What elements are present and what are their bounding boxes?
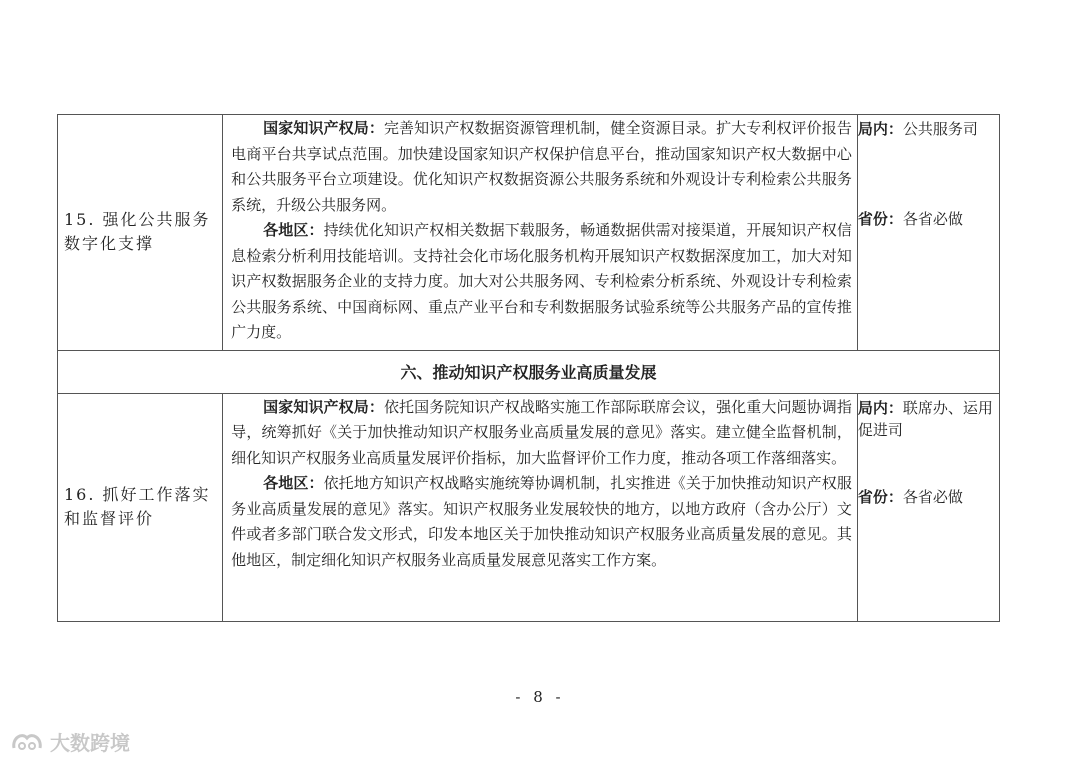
responsibility-item xyxy=(858,397,997,441)
paragraph xyxy=(231,395,852,472)
paragraph xyxy=(231,116,852,218)
paragraph-text: 完善知识产权数据资源管理机制，健全资源目录。扩大专利权评价报告电商平台共享试点范围。加快建设国家知识产权保护信息平台，推动国家知识产权大数据中心和公共服务平台立项建设。优化知识产权数据资源公共服务系统和外观设计专利检索公共服务系统，升级公共服务网。 xyxy=(231,119,852,214)
responsibility-cell xyxy=(857,393,999,621)
task-description xyxy=(223,115,858,351)
table-row xyxy=(58,393,1000,621)
table-row xyxy=(58,115,1000,351)
task-title: 16. 抓好工作落实和监督评价 xyxy=(58,393,223,621)
section-heading: 六、推动知识产权服务业高质量发展 xyxy=(58,350,1000,393)
responsibility-lead: 省份： xyxy=(857,210,903,228)
section-row xyxy=(58,350,1000,393)
responsibility-lead: 局内： xyxy=(857,120,903,138)
paragraph-lead: 国家知识产权局： xyxy=(263,119,384,137)
paragraph xyxy=(231,471,852,573)
responsibility-text: 各省必做 xyxy=(902,210,963,228)
paragraph-text: 依托地方知识产权战略实施统筹协调机制，扎实推进《关于加快推动知识产权服务业高质量发展的意见》落实。知识产权服务业发展较快的地方，以地方政府（含办公厅）文件或者多部门联合发文形式，印发本地区关于加快推动知识产权服务业高质量发展的意见。其他地区，制定细化知识产权服务业高质量发展意见落实工作方案。 xyxy=(231,474,852,569)
responsibility-lead: 省份： xyxy=(857,487,903,506)
watermark xyxy=(10,727,130,756)
responsibility-text: 公共服务司 xyxy=(902,120,978,138)
watermark-logo-icon xyxy=(10,728,44,756)
task-description xyxy=(223,393,858,621)
responsibility-text: 各省必做 xyxy=(902,487,963,506)
paragraph-lead: 国家知识产权局： xyxy=(263,397,384,416)
paragraph-lead: 各地区： xyxy=(263,474,324,492)
responsibility-text: 联席办、运用促进司 xyxy=(857,398,993,439)
page-number: - 8 - xyxy=(515,688,565,706)
watermark-text: 大数跨境 xyxy=(50,731,130,755)
responsibility-lead: 局内： xyxy=(857,398,903,417)
paragraph-text: 依托国务院知识产权战略实施工作部际联席会议，强化重大问题协调指导，统筹抓好《关于加快推动知识产权服务业高质量发展的意见》落实。建立健全监督机制，细化知识产权服务业高质量发展评价指标，加大监督评价工作力度，推动各项工作落细落实。 xyxy=(231,397,852,467)
responsibility-item xyxy=(858,486,997,508)
responsibility-item xyxy=(858,118,997,140)
paragraph-lead: 各地区： xyxy=(263,221,324,239)
task-title: 15. 强化公共服务数字化支撑 xyxy=(58,115,223,351)
task-table xyxy=(57,114,1000,622)
paragraph-text: 持续优化知识产权相关数据下载服务，畅通数据供需对接渠道，开展知识产权信息检索分析利用技能培训。支持社会化市场化服务机构开展知识产权数据深度加工，加大对知识产权数据服务企业的支持力度。加大对公共服务网、专利检索分析系统、外观设计专利检索公共服务系统、中国商标网、重点产业平台和专利数据服务试验系统等公共服务产品的宣传推广力度。 xyxy=(231,221,852,341)
responsibility-cell xyxy=(857,115,999,351)
paragraph xyxy=(231,218,852,346)
responsibility-item xyxy=(858,208,997,230)
